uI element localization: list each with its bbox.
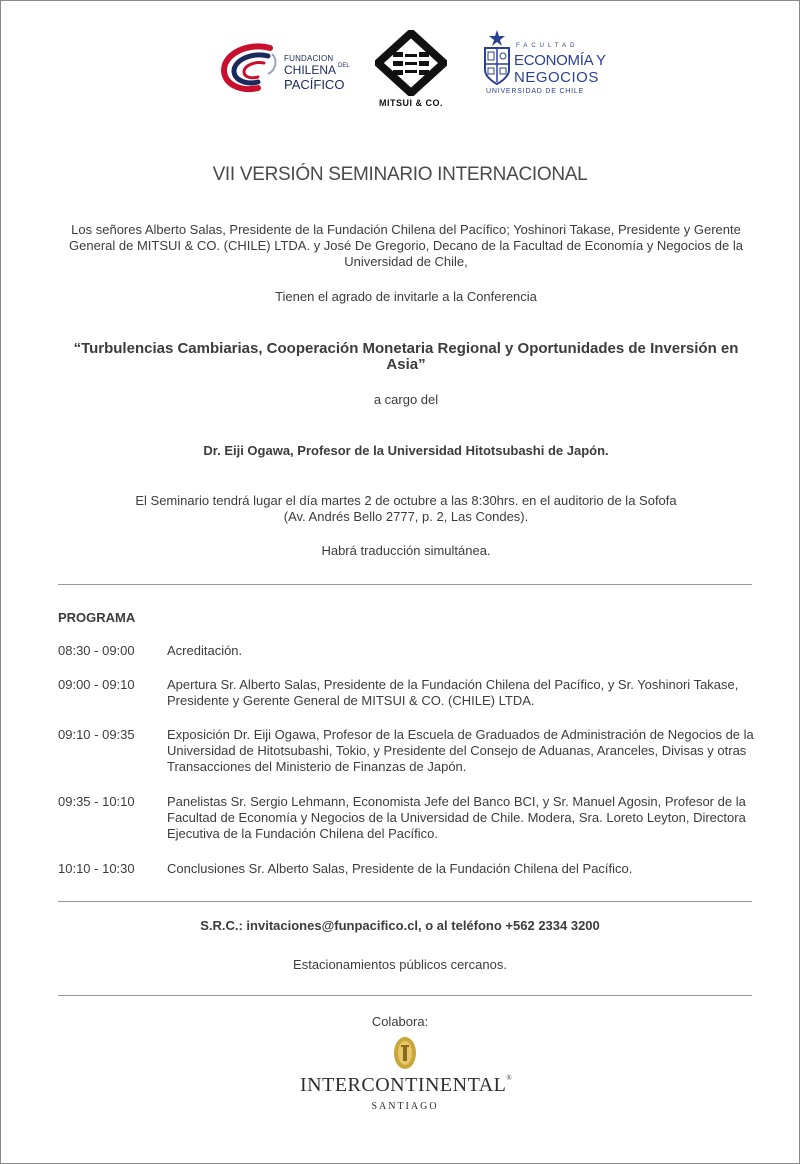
fen-facultad-label: FACULTAD [516,43,579,49]
fundacion-chilena-logo [218,40,353,96]
header-logos [0,28,800,118]
program-desc: Apertura Sr. Alberto Salas, Presidente de la Fundación Chilena del Pacífico, y Sr. Yoshinori Takase, Presidente y Gerente General de MITSUI & CO. (CHILE) LTDA. [167,677,739,708]
fen-line1: ECONOMÍA Y [514,52,606,69]
program-time: 09:35 - 10:10 [58,794,135,809]
program-desc: Conclusiones Sr. Alberto Salas, Presidente de la Fundación Chilena del Pacífico. [167,861,633,876]
intercontinental-logo [300,1036,513,1116]
program-time: 08:30 - 09:00 [58,643,135,658]
program-desc: Exposición Dr. Eiji Ogawa, Profesor de la Escuela de Graduados de Administración de Negocios de la Universidad de Hitotsubashi, Tokio, y Presidente del Consejo de Aduanas, Aranceles, Divisas y otras Transacciones del Ministerio de Finanzas de Japón. [167,727,754,774]
conference-title: “Turbulencias Cambiarias, Cooperación Monetaria Regional y Oportunidades de Inversión en Asia” [73,340,739,373]
mitsui-logo [375,30,447,112]
program-desc: Panelistas Sr. Sergio Lehmann, Economista Jefe del Banco BCI, y Sr. Manuel Agosin, Profesor de la Facultad de Economía y Negocios de la Universidad de Chile. Modera, Sra. Loreto Leyton, Directora Ejecutiva de la Fundación Chilena del Pacífico. [167,794,746,841]
fundacion-line1: FUNDACION [284,54,334,63]
speaker-text: Dr. Eiji Ogawa, Profesor de la Universidad Hitotsubashi de Japón. [203,443,609,458]
programa-heading: PROGRAMA [58,610,136,625]
sponsor-city: SANTIAGO [371,1101,439,1112]
divider [58,584,752,585]
colabora-label: Colabora: [371,1014,429,1029]
program-time: 10:10 - 10:30 [58,861,135,876]
seminar-details [60,493,752,525]
divider [58,995,752,996]
program-time: 09:00 - 09:10 [58,677,135,692]
uchile-crest-icon [482,28,512,86]
event-title: VII VERSIÓN SEMINARIO INTERNACIONAL [212,164,588,185]
seminar-line1: El Seminario tendrá lugar el día martes 2 de octubre a las 8:30hrs. en el auditorio de la Sofofa [135,493,677,508]
sponsor-name: INTERCONTINENTAL® [300,1074,513,1096]
cargo-text: a cargo del [373,392,439,407]
divider [58,901,752,902]
fen-uchile-logo [482,28,612,100]
invite-text: Tienen el agrado de invitarle a la Conferencia [275,289,537,304]
rsvp-contact[interactable]: S.R.C.: invitaciones@funpacifico.cl, o al teléfono +562 2334 3200 [200,918,600,933]
translation-note: Habrá traducción simultánea. [321,543,491,558]
fundacion-line3: PACÍFICO [284,77,345,92]
seminar-line2: (Av. Andrés Bello 2777, p. 2, Las Condes). [283,509,529,524]
intercontinental-emblem-icon [393,1036,417,1070]
parking-note: Estacionamientos públicos cercanos. [293,957,507,972]
program-desc: Acreditación. [167,643,243,658]
fen-line2: NEGOCIOS [514,69,599,86]
intro-paragraph: Los señores Alberto Salas, Presidente de la Fundación Chilena del Pacífico; Yoshinori Takase, Presidente y Gerente General de MITSUI & CO. (CHILE) LTDA. y José De Gregorio, Decano de la Facultad de Economía y Negocios de la Universidad de Chile, [69,222,743,269]
fundacion-line2: CHILENA $^{DEL}$ [284,63,350,77]
mitsui-diamond-icon [375,30,447,96]
mitsui-label: MITSUI & CO. [379,98,443,108]
program-time: 09:10 - 09:35 [58,727,135,742]
fen-line3: UNIVERSIDAD DE CHILE [486,88,585,95]
fundacion-swoosh-icon [218,40,282,96]
